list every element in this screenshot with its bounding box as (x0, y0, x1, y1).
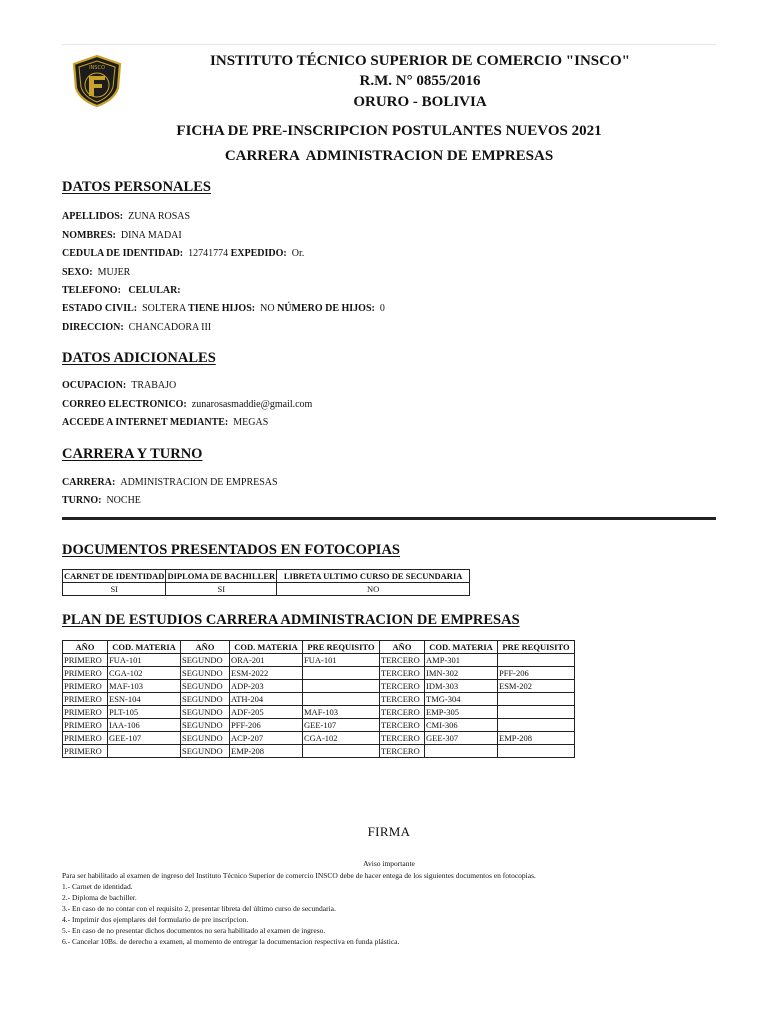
field-telefono: TELEFONO: CELULAR: (62, 285, 181, 296)
plan-cell: ORA-201 (230, 654, 303, 667)
plan-cell: MAF-103 (303, 706, 380, 719)
plan-cell: PLT-105 (108, 706, 181, 719)
plan-cell: GEE-107 (303, 719, 380, 732)
plan-cell: ESM-202 (498, 680, 575, 693)
plan-cell: TERCERO (380, 732, 425, 745)
plan-cell: IAA-106 (108, 719, 181, 732)
documents-heading: DOCUMENTOS PRESENTADOS EN FOTOCOPIAS (62, 542, 400, 558)
additional-data-heading: DATOS ADICIONALES (62, 350, 216, 366)
insco-logo-icon (70, 54, 124, 108)
table-row (63, 719, 575, 732)
plan-cell (303, 745, 380, 758)
plan-cell: PFF-206 (498, 667, 575, 680)
plan-cell: TERCERO (380, 719, 425, 732)
location: ORURO - BOLIVIA (353, 94, 487, 110)
plan-cell: SEGUNDO (181, 719, 230, 732)
plan-cell (498, 706, 575, 719)
plan-cell: ESN-104 (108, 693, 181, 706)
plan-cell: EMP-305 (425, 706, 498, 719)
table-row (63, 745, 575, 758)
plan-cell: SEGUNDO (181, 745, 230, 758)
logo-text: INSCO (89, 65, 105, 71)
plan-cell: CMI-306 (425, 719, 498, 732)
plan-cell: PRIMERO (63, 667, 108, 680)
notice-line: 2.- Diploma de bachiller. (62, 893, 137, 902)
notice-line: Para ser habilitado al examen de ingreso del Instituto Técnico Superior de comercio INSCO debe de hacer entega de los siguientes documentos en fotocopias. (62, 871, 536, 880)
field-direccion: DIRECCION: CHANCADORA III (62, 322, 212, 333)
field-internet: ACCEDE A INTERNET MEDIANTE: MEGAS (62, 417, 269, 428)
plan-cell: TERCERO (380, 654, 425, 667)
plan-cell: TMG-304 (425, 693, 498, 706)
personal-data-heading: DATOS PERSONALES (62, 179, 211, 195)
career-title: CARRERA ADMINISTRACION DE EMPRESAS (224, 148, 554, 164)
table-row (63, 680, 575, 693)
table-row (63, 706, 575, 719)
plan-cell: TERCERO (380, 745, 425, 758)
plan-cell: PRIMERO (63, 719, 108, 732)
plan-cell: TERCERO (380, 706, 425, 719)
plan-cell (498, 693, 575, 706)
plan-cell: TERCERO (380, 693, 425, 706)
plan-header-cell: COD. MATERIA (108, 641, 181, 654)
notice-line: 3.- En caso de no contar con el requisito 2, presentar libreta del último curso de secundaria. (62, 904, 336, 913)
plan-cell: PRIMERO (63, 706, 108, 719)
plan-cell (108, 745, 181, 758)
notice-line: 6.- Cancelar 10Bs. de derecho a examen, al momento de entregar la documentacion respectiva en funda plástica. (62, 937, 400, 946)
table-row (63, 693, 575, 706)
study-plan-table (62, 640, 575, 758)
documents-table (62, 569, 470, 596)
plan-header-cell: PRE REQUISITO (303, 641, 380, 654)
plan-cell (425, 745, 498, 758)
plan-cell (303, 667, 380, 680)
plan-cell (498, 719, 575, 732)
plan-cell: IMN-302 (425, 667, 498, 680)
top-divider (62, 44, 716, 45)
doc-value: SI (63, 583, 166, 596)
plan-cell: SEGUNDO (181, 654, 230, 667)
plan-cell (498, 745, 575, 758)
plan-cell: SEGUNDO (181, 680, 230, 693)
notice-line: 5.- En caso de no presentar dichos documentos no sera habilitado al examen de ingreso. (62, 926, 326, 935)
notice-line: 4.- Imprimir dos ejemplares del formulario de pre inscripcion. (62, 915, 249, 924)
institution-name: INSTITUTO TÉCNICO SUPERIOR DE COMERCIO "INSCO" (210, 53, 630, 69)
plan-header-cell: COD. MATERIA (425, 641, 498, 654)
notice-title: Aviso importante (363, 859, 415, 868)
field-ocupacion: OCUPACION: TRABAJO (62, 380, 177, 391)
plan-cell: ESM-2022 (230, 667, 303, 680)
section-separator (62, 517, 716, 520)
table-row (63, 732, 575, 745)
plan-cell: IDM-303 (425, 680, 498, 693)
plan-cell: AMP-301 (425, 654, 498, 667)
plan-header-cell: AÑO (380, 641, 425, 654)
plan-heading: PLAN DE ESTUDIOS CARRERA ADMINISTRACION DE EMPRESAS (62, 612, 520, 628)
plan-cell: MAF-103 (108, 680, 181, 693)
plan-cell: PRIMERO (63, 693, 108, 706)
plan-cell: FUA-101 (108, 654, 181, 667)
plan-cell: GEE-107 (108, 732, 181, 745)
plan-cell: ATH-204 (230, 693, 303, 706)
plan-cell: TERCERO (380, 680, 425, 693)
resolution-number: R.M. N° 0855/2016 (359, 73, 481, 89)
doc-header: DIPLOMA DE BACHILLER (167, 571, 276, 581)
plan-cell: CGA-102 (303, 732, 380, 745)
doc-value: NO (277, 583, 470, 596)
plan-cell: FUA-101 (303, 654, 380, 667)
field-carrera: CARRERA: ADMINISTRACION DE EMPRESAS (62, 477, 278, 488)
signature-label: FIRMA (367, 824, 411, 839)
plan-cell: PRIMERO (63, 745, 108, 758)
plan-cell: ADF-205 (230, 706, 303, 719)
field-apellidos: APELLIDOS: ZUNA ROSAS (62, 211, 191, 222)
plan-cell: SEGUNDO (181, 732, 230, 745)
plan-cell: PFF-206 (230, 719, 303, 732)
plan-cell: GEE-307 (425, 732, 498, 745)
plan-cell: TERCERO (380, 667, 425, 680)
plan-cell: EMP-208 (230, 745, 303, 758)
plan-cell: ADP-203 (230, 680, 303, 693)
plan-cell (303, 693, 380, 706)
field-estado-civil: ESTADO CIVIL: SOLTERA TIENE HIJOS: NO NÚMERO DE HIJOS: 0 (62, 303, 385, 314)
plan-cell (498, 654, 575, 667)
plan-header-cell: AÑO (181, 641, 230, 654)
field-nombres: NOMBRES: DINA MADAI (62, 230, 182, 241)
field-sexo: SEXO: MUJER (62, 267, 131, 278)
doc-header: LIBRETA ULTIMO CURSO DE SECUNDARIA (277, 570, 470, 583)
field-correo: CORREO ELECTRONICO: zunarosasmaddie@gmail.com (62, 399, 313, 410)
field-turno: TURNO: NOCHE (62, 495, 141, 506)
plan-cell: SEGUNDO (181, 693, 230, 706)
field-cedula: CEDULA DE IDENTIDAD: 12741774 EXPEDIDO: Or. (62, 248, 305, 259)
notice-text (62, 870, 536, 947)
plan-cell: EMP-208 (498, 732, 575, 745)
plan-cell: PRIMERO (63, 654, 108, 667)
plan-header-cell: COD. MATERIA (230, 641, 303, 654)
career-heading: CARRERA Y TURNO (62, 446, 203, 462)
plan-cell: PRIMERO (63, 732, 108, 745)
form-title: FICHA DE PRE-INSCRIPCION POSTULANTES NUEVOS 2021 (176, 123, 602, 139)
plan-cell: SEGUNDO (181, 706, 230, 719)
plan-cell: ACP-207 (230, 732, 303, 745)
plan-header-cell: AÑO (63, 641, 108, 654)
plan-cell: SEGUNDO (181, 667, 230, 680)
plan-cell: CGA-102 (108, 667, 181, 680)
doc-value: SI (166, 583, 277, 596)
table-row (63, 667, 575, 680)
doc-header: CARNET DE IDENTIDAD (64, 571, 165, 581)
notice-line: 1.- Carnet de identidad. (62, 882, 133, 891)
plan-cell (303, 680, 380, 693)
table-row (63, 654, 575, 667)
plan-header-cell: PRE REQUISITO (498, 641, 575, 654)
plan-cell: PRIMERO (63, 680, 108, 693)
